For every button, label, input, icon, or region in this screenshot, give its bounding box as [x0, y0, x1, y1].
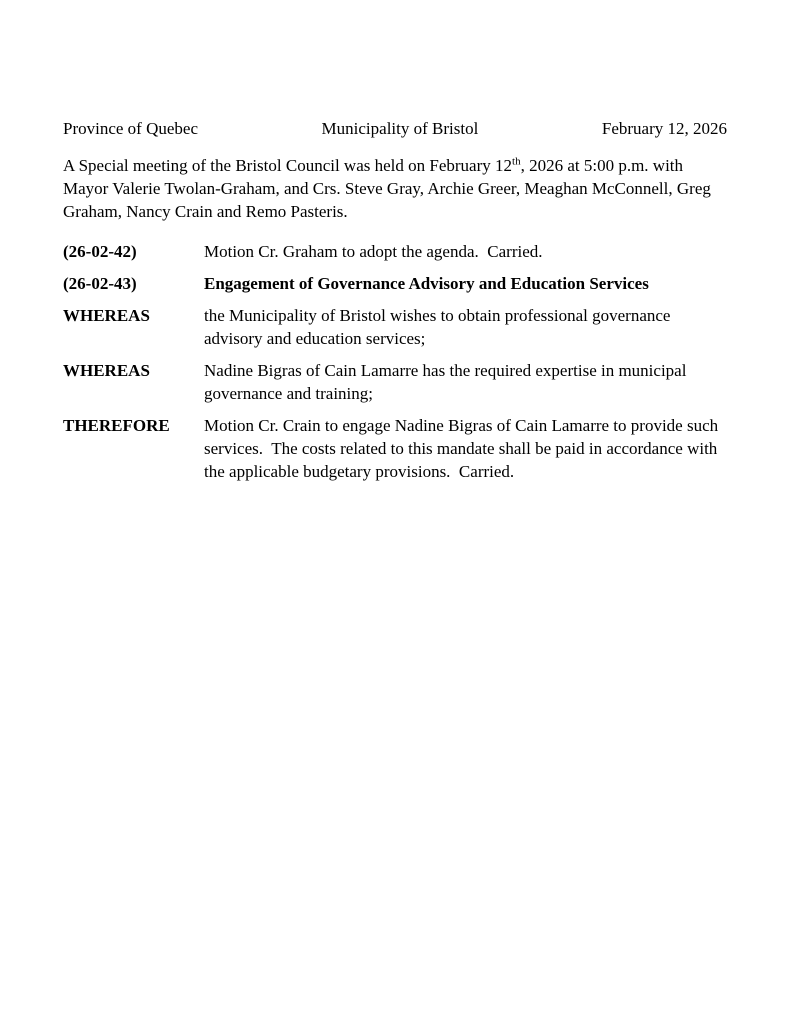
intro-superscript-th: th: [512, 155, 521, 168]
motion-row-whereas-2: [63, 359, 727, 405]
header-province: Province of Quebec: [63, 119, 199, 138]
header-municipality: Municipality of Bristol: [321, 119, 479, 138]
motion-row-therefore: [63, 414, 727, 483]
therefore-text: Motion Cr. Crain to engage Nadine Bigras of Cain Lamarre to provide such services. The costs related to this mandate shall be paid in accordance with the applicable budgetary provisions. Carried.: [204, 416, 723, 481]
motion-title: Engagement of Governance Advisory and Education Services: [204, 274, 649, 293]
whereas-label: WHEREAS: [63, 361, 150, 380]
header-date: February 12, 2026: [601, 119, 727, 138]
motion-row-adopt-agenda: [63, 240, 727, 263]
motion-text: Motion Cr. Graham to adopt the agenda. Carried.: [204, 242, 543, 261]
intro-text-part1: A Special meeting of the Bristol Council was held on February 12: [63, 156, 513, 175]
motion-row-whereas-1: [63, 304, 727, 350]
motion-row-engagement-title: [63, 272, 727, 295]
motion-number: (26-02-43): [63, 274, 137, 293]
therefore-label: THEREFORE: [63, 416, 170, 435]
intro-paragraph: [63, 154, 727, 223]
whereas-text: the Municipality of Bristol wishes to obtain professional governance advisory and education services;: [204, 306, 675, 348]
intro-text-part2: , 2026 at 5:00 p.m. with Mayor Valerie Twolan-Graham, and Crs. Steve Gray, Archie Greer, Meaghan McConnell, Greg Graham, Nancy Crain and Remo Pasteris.: [63, 156, 711, 221]
whereas-text: Nadine Bigras of Cain Lamarre has the required expertise in municipal governance and training;: [204, 361, 691, 403]
document-header: [63, 117, 727, 140]
motion-number: (26-02-42): [63, 242, 137, 261]
whereas-label: WHEREAS: [63, 306, 150, 325]
